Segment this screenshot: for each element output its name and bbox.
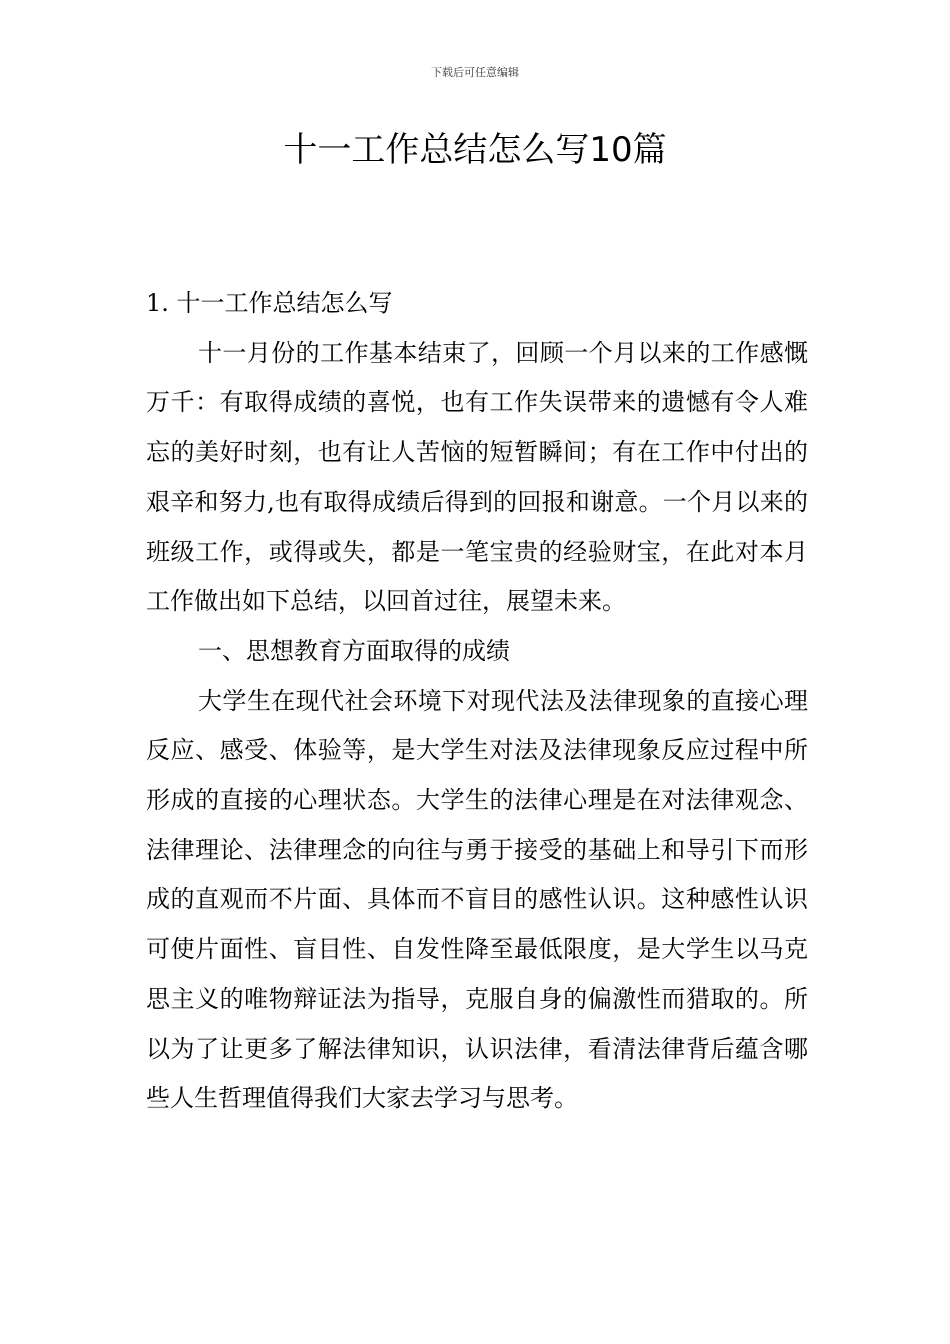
section-heading: 1. 十一工作总结怎么写 xyxy=(146,289,393,317)
document-body xyxy=(146,279,808,1124)
document-title: 十一工作总结怎么写10篇 xyxy=(283,130,667,170)
paragraph-intro: 十一月份的工作基本结束了，回顾一个月以来的工作感慨万千：有取得成绩的喜悦，也有工作失误带来的遗憾有令人难忘的美好时刻，也有让人苦恼的短暂瞬间；有在工作中付出的艰辛和努力,也有取得成绩后得到的回报和谢意。一个月以来的班级工作，或得或失，都是一笔宝贵的经验财宝，在此对本月工作做出如下总结，以回首过往，展望未来。 xyxy=(146,338,808,616)
paragraph-law-psychology: 大学生在现代社会环境下对现代法及法律现象的直接心理反应、感受、体验等，是大学生对法及法律现象反应过程中所形成的直接的心理状态。大学生的法律心理是在对法律观念、法律理论、法律理念的向往与勇于接受的基础上和导引下而形成的直观而不片面、具体而不盲目的感性认识。这种感性认识可使片面性、盲目性、自发性降至最低限度，是大学生以马克思主义的唯物辩证法为指导，克服自身的偏激性而猎取的。所以为了让更多了解法律知识，认识法律，看清法律背后蕴含哪些人生哲理值得我们大家去学习与思考。 xyxy=(146,686,808,1113)
header-note: 下载后可任意编辑 xyxy=(431,66,519,79)
subheading-ideology: 一、思想教育方面取得的成绩 xyxy=(198,636,510,665)
